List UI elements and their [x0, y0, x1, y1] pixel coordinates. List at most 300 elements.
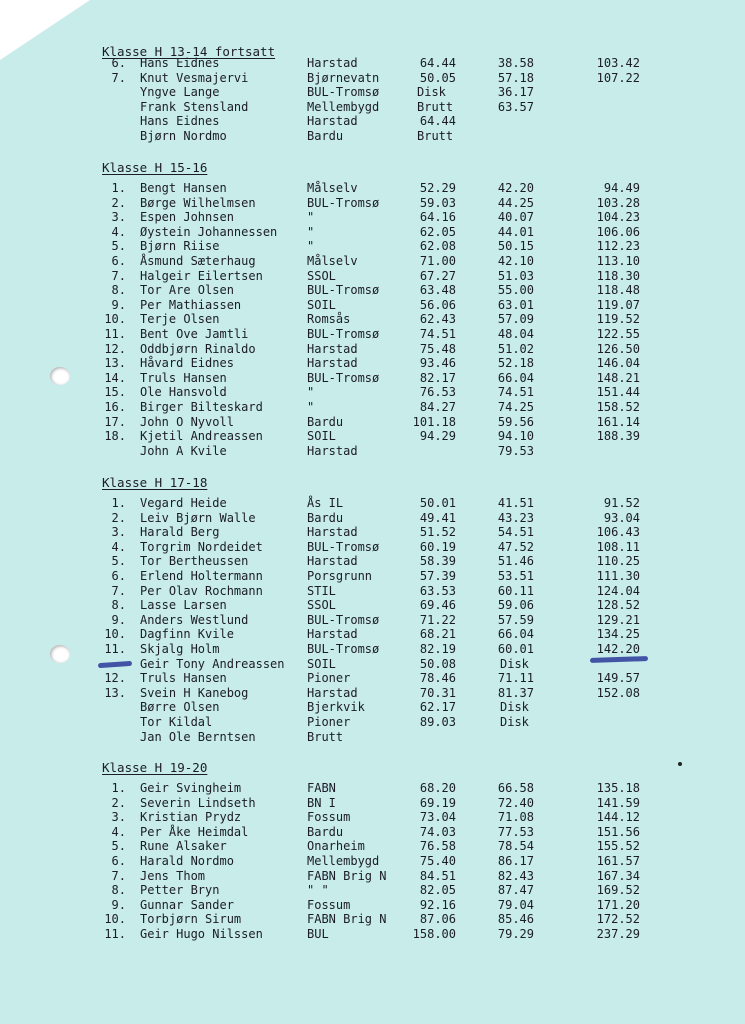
result-row — [0, 540, 745, 555]
place-number: 4. — [111, 824, 126, 839]
run-1-time: 63.48 — [419, 283, 456, 298]
run-2-time: 74.25 — [497, 400, 534, 414]
total-time: 112.23 — [596, 239, 640, 254]
place-number: 13. — [104, 685, 126, 700]
run-1-time: 92.16 — [419, 897, 456, 912]
run-2-time: 94.10 — [497, 429, 534, 444]
result-row — [0, 385, 745, 400]
result-row — [0, 569, 745, 584]
result-row — [0, 642, 745, 657]
result-row — [0, 444, 745, 459]
total-time: 106.43 — [596, 525, 640, 540]
competitor-name: Hans Eidnes — [140, 56, 220, 70]
club-name: Bardu — [307, 414, 344, 429]
total-time: 167.34 — [596, 868, 640, 883]
club-name: Mellembygd — [307, 854, 380, 868]
competitor-name: Hans Eidnes — [140, 114, 220, 129]
club-name: Harstad — [307, 525, 358, 540]
run-1-time: 68.20 — [419, 781, 456, 795]
club-name: Bjørnevatn — [307, 70, 380, 85]
place-number: 11. — [104, 927, 126, 941]
club-name: " — [307, 239, 315, 254]
run-1-time: 76.53 — [419, 385, 456, 400]
result-row — [0, 525, 745, 540]
place-number: 11. — [104, 327, 126, 341]
club-name: SOIL — [307, 429, 336, 444]
run-1-time: 70.31 — [419, 685, 456, 700]
run-2-time: 59.06 — [497, 598, 534, 613]
competitor-name: Tor Are Olsen — [140, 283, 234, 298]
club-name: BUL-Tromsø — [307, 327, 380, 341]
club-name: Ås IL — [307, 496, 344, 510]
run-2-time: 79.04 — [497, 897, 534, 912]
run-2-time: 55.00 — [497, 283, 534, 298]
club-name: Målselv — [307, 181, 358, 195]
run-2-time: 74.51 — [497, 385, 534, 400]
club-name: Mellembygd — [307, 99, 380, 114]
competitor-name: Oddbjørn Rinaldo — [140, 341, 256, 356]
competitor-name: Lasse Larsen — [140, 598, 227, 613]
total-time: 151.44 — [596, 385, 640, 400]
run-2-time: 51.46 — [497, 554, 534, 569]
competitor-name: Håvard Eidnes — [140, 356, 234, 371]
competitor-name: Jan Ole Berntsen — [140, 729, 256, 744]
run-1-time: 64.44 — [419, 56, 456, 70]
club-name: BUL-Tromsø — [307, 370, 380, 385]
club-name: Harstad — [307, 443, 358, 458]
competitor-name: Harald Nordmo — [140, 854, 234, 868]
run-1-time: 69.19 — [419, 795, 456, 810]
result-row — [0, 686, 745, 701]
club-name: Romsås — [307, 312, 351, 327]
result-row — [0, 715, 745, 730]
run-2-time: 60.11 — [497, 583, 534, 598]
run-1-time: 69.46 — [419, 598, 456, 613]
competitor-name: Anders Westlund — [140, 612, 249, 627]
total-time: 103.42 — [596, 56, 640, 70]
total-time: 144.12 — [596, 810, 640, 825]
club-name: " — [307, 210, 315, 225]
result-row — [0, 269, 745, 284]
result-row — [0, 129, 745, 144]
place-number: 2. — [111, 195, 126, 210]
club-name: FABN Brig N — [307, 868, 387, 883]
run-2-time: 42.20 — [497, 181, 534, 195]
result-row — [0, 100, 745, 115]
result-row — [0, 511, 745, 526]
run-1-time: 87.06 — [419, 912, 456, 927]
run-1-time: 52.29 — [419, 181, 456, 195]
run-2-time: 52.18 — [497, 356, 534, 371]
total-time: 94.49 — [603, 181, 640, 195]
place-number: 3. — [111, 525, 126, 540]
run-1-time: 62.05 — [419, 224, 456, 239]
total-time: 119.07 — [596, 297, 640, 312]
result-row — [0, 85, 745, 100]
run-1-time: 75.48 — [419, 341, 456, 356]
result-row — [0, 598, 745, 613]
competitor-name: Birger Bilteskard — [140, 400, 263, 414]
total-time: 128.52 — [596, 598, 640, 613]
total-time: 237.29 — [596, 927, 640, 941]
result-row — [0, 283, 745, 298]
total-time: 110.25 — [596, 554, 640, 569]
result-row — [0, 781, 745, 796]
club-name: BUL-Tromsø — [307, 195, 380, 210]
place-number: 13. — [104, 356, 126, 371]
run-2-time: 53.51 — [497, 569, 534, 583]
club-name: " — [307, 385, 315, 400]
place-number: 1. — [111, 496, 126, 510]
club-name: Bjerkvik — [307, 700, 365, 715]
run-2-time: 48.04 — [497, 327, 534, 341]
result-row — [0, 196, 745, 211]
run-2-time: 41.51 — [497, 496, 534, 510]
total-time: 151.56 — [596, 824, 640, 839]
place-number: 8. — [111, 283, 126, 298]
competitor-name: Dagfinn Kvile — [140, 627, 234, 642]
run-2-time: 40.07 — [497, 210, 534, 225]
competitor-name: Truls Hansen — [140, 671, 227, 686]
place-number: 5. — [111, 554, 126, 569]
place-number: 7. — [111, 868, 126, 883]
competitor-name: Harald Berg — [140, 525, 220, 540]
result-row — [0, 898, 745, 913]
result-row — [0, 114, 745, 129]
total-time: 161.57 — [596, 854, 640, 868]
total-time: 103.28 — [596, 195, 640, 210]
place-number: 9. — [111, 897, 126, 912]
result-row — [0, 225, 745, 240]
section-heading: Klasse H 17-18 — [102, 475, 208, 490]
run-1-time: 51.52 — [419, 525, 456, 540]
total-time: 141.59 — [596, 795, 640, 810]
club-name: SSOL — [307, 598, 336, 613]
run-2-time: 38.58 — [497, 56, 534, 70]
run-2-time: 51.02 — [497, 341, 534, 356]
total-time: 142.20 — [596, 642, 640, 656]
result-row — [0, 627, 745, 642]
club-name: SOIL — [307, 297, 336, 312]
place-number: 8. — [111, 598, 126, 613]
run-1-time: 64.16 — [419, 210, 456, 225]
total-time: 155.52 — [596, 839, 640, 854]
run-2-time: 54.51 — [497, 525, 534, 540]
total-time: 134.25 — [596, 627, 640, 642]
run-2-time: 57.18 — [497, 70, 534, 85]
run-2-time: 59.56 — [497, 414, 534, 429]
club-name: BN I — [307, 795, 336, 810]
run-1-time: 60.19 — [419, 539, 456, 554]
total-time: 107.22 — [596, 70, 640, 85]
competitor-name: Tor Bertheussen — [140, 554, 249, 569]
competitor-name: Tor Kildal — [140, 715, 213, 729]
run-2-time: 79.29 — [497, 927, 534, 941]
competitor-name: John O Nyvoll — [140, 414, 234, 429]
competitor-name: Åsmund Sæterhaug — [140, 254, 256, 268]
run-2-time: 42.10 — [497, 254, 534, 268]
club-name: FABN Brig N — [307, 912, 387, 927]
run-1-time: 67.27 — [419, 268, 456, 283]
run-2-time: Disk — [500, 715, 529, 729]
club-name: BUL-Tromsø — [307, 85, 380, 100]
result-row — [0, 239, 745, 254]
total-time: 106.06 — [596, 224, 640, 239]
club-name: Harstad — [307, 114, 358, 129]
run-1-time: 62.08 — [419, 239, 456, 254]
run-1-time: 74.03 — [419, 824, 456, 839]
club-name: BUL-Tromsø — [307, 612, 380, 627]
run-2-time: 87.47 — [497, 883, 534, 898]
total-time: 161.14 — [596, 414, 640, 429]
result-row — [0, 869, 745, 884]
result-row — [0, 613, 745, 628]
place-number: 6. — [111, 854, 126, 868]
club-name: Porsgrunn — [307, 569, 373, 583]
competitor-name: Leiv Bjørn Walle — [140, 510, 256, 525]
run-2-time: 71.08 — [497, 810, 534, 825]
place-number: 10. — [104, 627, 126, 642]
competitor-name: Ole Hansvold — [140, 385, 227, 400]
club-name: Harstad — [307, 341, 358, 356]
place-number: 17. — [104, 414, 126, 429]
total-time: 91.52 — [603, 496, 640, 510]
place-number: 9. — [111, 297, 126, 312]
run-1-time: 82.19 — [419, 642, 456, 656]
run-1-time: 84.27 — [419, 400, 456, 414]
club-name: Harstad — [307, 56, 358, 70]
place-number: 6. — [111, 569, 126, 583]
run-2-time: 63.01 — [497, 297, 534, 312]
run-2-time: 66.04 — [497, 370, 534, 385]
competitor-name: Skjalg Holm — [140, 642, 220, 656]
place-number: 16. — [104, 400, 126, 414]
result-row — [0, 429, 745, 444]
run-2-time: 66.04 — [497, 627, 534, 642]
place-number: 12. — [104, 671, 126, 686]
competitor-name: Øystein Johannessen — [140, 224, 278, 239]
run-1-time: 78.46 — [419, 671, 456, 686]
club-name: Pioner — [307, 671, 351, 686]
run-2-time: Disk — [500, 700, 529, 715]
place-number: 2. — [111, 795, 126, 810]
club-name: Onarheim — [307, 839, 365, 854]
place-number: 7. — [111, 583, 126, 598]
competitor-name: Rune Alsaker — [140, 839, 227, 854]
competitor-name: Per Mathiassen — [140, 297, 242, 312]
run-1-time: 58.39 — [419, 554, 456, 569]
place-number: 3. — [111, 210, 126, 225]
place-number: 7. — [111, 70, 126, 85]
run-2-time: 71.11 — [497, 671, 534, 686]
total-time: 111.30 — [596, 569, 640, 583]
result-row — [0, 927, 745, 942]
run-1-time: 94.29 — [419, 429, 456, 444]
run-2-time: 66.58 — [497, 781, 534, 795]
club-name: Fossum — [307, 810, 351, 825]
run-2-time: 50.15 — [497, 239, 534, 254]
result-row — [0, 298, 745, 313]
section-heading: Klasse H 15-16 — [102, 160, 208, 175]
result-row — [0, 912, 745, 927]
place-number: 18. — [104, 429, 126, 444]
club-name: Bardu — [307, 510, 344, 525]
total-time: 108.11 — [596, 539, 640, 554]
result-row — [0, 854, 745, 869]
total-time: 149.57 — [596, 671, 640, 686]
competitor-name: John A Kvile — [140, 443, 227, 458]
total-time: 93.04 — [603, 510, 640, 525]
total-time: 172.52 — [596, 912, 640, 927]
competitor-name: Børre Olsen — [140, 700, 220, 715]
run-2-time: 47.52 — [497, 539, 534, 554]
run-2-time: 57.59 — [497, 612, 534, 627]
total-time: 169.52 — [596, 883, 640, 898]
run-1-time: 89.03 — [419, 715, 456, 729]
total-time: 135.18 — [596, 781, 640, 795]
run-2-time: 36.17 — [497, 85, 534, 100]
result-row — [0, 730, 745, 745]
competitor-name: Geir Hugo Nilssen — [140, 927, 263, 941]
total-time: 122.55 — [596, 327, 640, 341]
result-row — [0, 327, 745, 342]
place-number: 10. — [104, 912, 126, 927]
place-number: 2. — [111, 510, 126, 525]
run-1-time: 50.08 — [419, 656, 456, 671]
club-name: Bardu — [307, 824, 344, 839]
total-time: 119.52 — [596, 312, 640, 327]
run-2-time: Disk — [500, 656, 529, 671]
run-1-time: 71.22 — [419, 612, 456, 627]
club-name: BUL-Tromsø — [307, 642, 380, 656]
competitor-name: Jens Thom — [140, 868, 206, 883]
result-row — [0, 56, 745, 71]
run-1-time: 84.51 — [419, 868, 456, 883]
run-2-time: 78.54 — [497, 839, 534, 854]
run-1-time: 158.00 — [412, 927, 456, 941]
result-row — [0, 496, 745, 511]
result-row — [0, 554, 745, 569]
place-number: 7. — [111, 268, 126, 283]
result-row — [0, 796, 745, 811]
competitor-name: Truls Hansen — [140, 370, 227, 385]
total-time: 126.50 — [596, 341, 640, 356]
result-row — [0, 181, 745, 196]
club-name: " — [307, 400, 315, 414]
competitor-name: Petter Bryn — [140, 883, 220, 898]
run-2-time: 44.25 — [497, 195, 534, 210]
total-time: 104.23 — [596, 210, 640, 225]
result-row — [0, 671, 745, 686]
run-1-time: 82.05 — [419, 883, 456, 898]
competitor-name: Bengt Hansen — [140, 181, 227, 195]
competitor-name: Yngve Lange — [140, 85, 220, 100]
competitor-name: Severin Lindseth — [140, 795, 256, 810]
club-name: BUL — [307, 927, 329, 941]
total-time: 113.10 — [596, 254, 640, 268]
run-2-time: 60.01 — [497, 642, 534, 656]
club-name: " — [307, 224, 315, 239]
run-1-time: 71.00 — [419, 254, 456, 268]
club-name: SSOL — [307, 268, 336, 283]
result-row — [0, 312, 745, 327]
run-1-time: 75.40 — [419, 854, 456, 868]
result-row — [0, 415, 745, 430]
place-number: 6. — [111, 56, 126, 70]
competitor-name: Kristian Prydz — [140, 810, 242, 825]
result-row — [0, 371, 745, 386]
total-time: 188.39 — [596, 429, 640, 444]
place-number: 9. — [111, 612, 126, 627]
club-name: Harstad — [307, 685, 358, 700]
place-number: 3. — [111, 810, 126, 825]
place-number: 4. — [111, 224, 126, 239]
result-row — [0, 584, 745, 599]
total-time: 118.48 — [596, 283, 640, 298]
run-2-time: 43.23 — [497, 510, 534, 525]
competitor-name: Frank Stensland — [140, 99, 249, 114]
place-number: 8. — [111, 883, 126, 898]
club-name: Harstad — [307, 627, 358, 642]
run-1-time: 82.17 — [419, 370, 456, 385]
total-time: 129.21 — [596, 612, 640, 627]
run-1-time: 57.39 — [419, 569, 456, 583]
run-1-time: 93.46 — [419, 356, 456, 371]
run-2-time: 81.37 — [497, 685, 534, 700]
competitor-name: Torbjørn Sirum — [140, 912, 242, 927]
result-row — [0, 825, 745, 840]
place-number: 5. — [111, 239, 126, 254]
club-name: Målselv — [307, 254, 358, 268]
section-heading: Klasse H 13-14 fortsatt — [102, 44, 276, 59]
run-1-time: 56.06 — [419, 297, 456, 312]
run-1-time: 50.05 — [419, 70, 456, 85]
place-number: 5. — [111, 839, 126, 854]
club-name: Harstad — [307, 554, 358, 569]
club-name: Fossum — [307, 897, 351, 912]
competitor-name: Vegard Heide — [140, 496, 227, 510]
club-name: FABN — [307, 781, 336, 795]
club-name: Harstad — [307, 356, 358, 371]
run-1-time: 101.18 — [412, 414, 456, 429]
result-row — [0, 810, 745, 825]
competitor-name: Knut Vesmajervi — [140, 70, 249, 85]
total-time: 152.08 — [596, 685, 640, 700]
place-number: 1. — [111, 781, 126, 795]
result-row — [0, 254, 745, 269]
total-time: 146.04 — [596, 356, 640, 371]
club-name: Bardu — [307, 129, 344, 143]
run-2-time: 72.40 — [497, 795, 534, 810]
run-2-time: 63.57 — [497, 99, 534, 114]
run-1-time: 62.17 — [419, 700, 456, 715]
result-row — [0, 210, 745, 225]
competitor-name: Erlend Holtermann — [140, 569, 263, 583]
run-2-time: 44.01 — [497, 224, 534, 239]
total-time: 158.52 — [596, 400, 640, 414]
competitor-name: Bjørn Riise — [140, 239, 220, 254]
club-name: Pioner — [307, 715, 351, 729]
place-number: 1. — [111, 181, 126, 195]
result-row — [0, 342, 745, 357]
run-2-time: 77.53 — [497, 824, 534, 839]
place-number: 4. — [111, 539, 126, 554]
run-1-time: Brutt — [417, 129, 454, 143]
competitor-name: Geir Tony Andreassen — [140, 656, 285, 671]
competitor-name: Terje Olsen — [140, 312, 220, 327]
place-number: 6. — [111, 254, 126, 268]
result-row — [0, 883, 745, 898]
